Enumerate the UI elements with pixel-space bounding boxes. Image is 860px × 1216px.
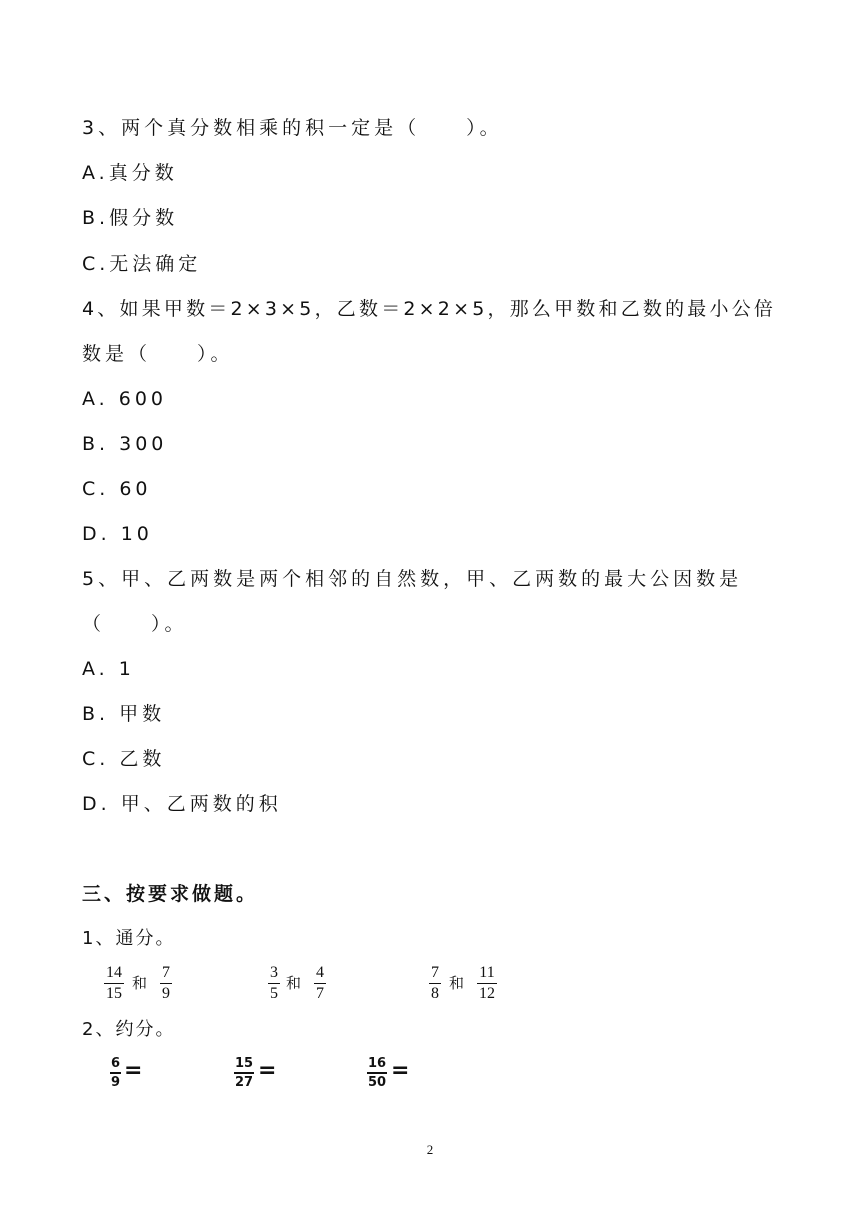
- connector-he: 和: [286, 974, 302, 992]
- q5-stem-line1: 5、甲、乙两数是两个相邻的自然数，甲、乙两数的最大公因数是: [82, 568, 743, 590]
- q3-option-a: A.真分数: [82, 162, 178, 184]
- q4-option-c: C. 60: [82, 478, 152, 500]
- page-number: 2: [426, 1142, 434, 1157]
- fraction-16-50: $\frac{16}{50}$: [368, 1056, 387, 1090]
- q5-option-d: D. 甲、乙两数的积: [82, 793, 282, 815]
- fraction-4-7: $\frac{4}{7}$: [316, 964, 324, 1002]
- equals-sign: =: [391, 1058, 410, 1083]
- connector-he: 和: [132, 974, 148, 992]
- q5-option-c: C. 乙数: [82, 748, 166, 770]
- fraction-6-9: $\frac{6}{9}$: [111, 1056, 121, 1090]
- fraction-7-9: $\frac{7}{9}$: [162, 964, 170, 1002]
- q3-option-c: C.无法确定: [82, 253, 202, 275]
- section3-p1-label: 1、通分。: [82, 928, 176, 949]
- section3-p2-label: 2、约分。: [82, 1019, 176, 1040]
- q5-stem-line2: （ ）。: [82, 613, 188, 635]
- q4-option-d: D. 10: [82, 523, 153, 545]
- equals-sign: =: [124, 1058, 143, 1083]
- q4-option-b: B. 300: [82, 433, 168, 455]
- q3-option-b: B.假分数: [82, 207, 179, 229]
- q5-option-a: A. 1: [82, 658, 135, 680]
- equals-sign: =: [258, 1058, 277, 1083]
- q3-stem: 3、两个真分数相乘的积一定是（ ）。: [82, 117, 503, 139]
- connector-he: 和: [449, 974, 465, 992]
- q4-stem-line1: 4、如果甲数＝2×3×5，乙数＝2×2×5，那么甲数和乙数的最小公倍: [82, 298, 777, 320]
- section3-heading: 三、按要求做题。: [82, 883, 259, 905]
- fraction-11-12: $\frac{11}{12}$: [479, 964, 495, 1002]
- fraction-14-15: $\frac{14}{15}$: [106, 964, 122, 1002]
- fraction-15-27: $\frac{15}{27}$: [235, 1056, 254, 1090]
- q4-stem-line2: 数是（ ）。: [82, 343, 234, 365]
- fraction-7-8: $\frac{7}{8}$: [431, 964, 439, 1002]
- fraction-3-5: $\frac{3}{5}$: [270, 964, 278, 1002]
- q5-option-b: B. 甲数: [82, 703, 166, 725]
- q4-option-a: A. 600: [82, 388, 168, 410]
